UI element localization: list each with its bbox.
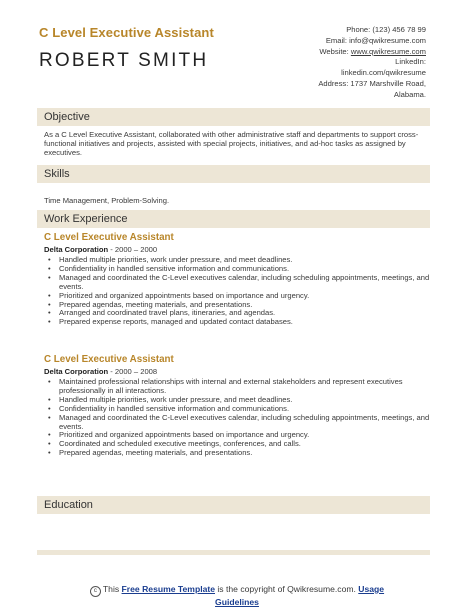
job-dates: - 2000 – 2008 <box>108 367 158 376</box>
duty-item: • Arranged and coordinated travel plans, itineraries, and agendas. <box>44 309 432 318</box>
contact-phone: Phone: (123) 456 78 99 <box>346 25 426 34</box>
section-heading-skills: Skills <box>37 165 430 183</box>
usage-guidelines-link-part2[interactable]: Guidelines <box>215 597 259 607</box>
duty-item: • Prepared agendas, meeting materials, and presentations. <box>44 449 432 458</box>
contact-email: Email: info@qwikresume.com <box>325 35 426 45</box>
section-heading-objective: Objective <box>37 108 430 126</box>
job-entry-company <box>44 367 432 377</box>
website-link[interactable]: www.qwikresume.com <box>350 46 426 56</box>
section-heading-experience: Work Experience <box>37 210 430 228</box>
candidate-name: ROBERT SMITH <box>39 50 209 71</box>
footer-prefix: This <box>102 584 122 594</box>
copyright-icon: c <box>90 586 101 597</box>
footer-middle-text: is the copyright of Qwikresume.com. <box>215 584 359 594</box>
duty-item: • Prepared agendas, meeting materials, and presentations. <box>44 301 432 310</box>
job-entry <box>44 354 432 458</box>
duty-item: • Coordinated and scheduled executive meetings, conferences, and calls. <box>44 440 432 449</box>
free-resume-template-link[interactable]: Free Resume Template <box>121 584 215 594</box>
duty-item: • Prioritized and organized appointments based on importance and urgency. <box>44 431 432 440</box>
duty-item: • Managed and coordinated the C-Level executives calendar, including scheduling appointments, meetings, and events. <box>44 414 432 432</box>
job-entry-company <box>44 245 432 255</box>
contact-address-line1: Address: 1737 Marshville Road, <box>318 78 426 88</box>
duty-item: • Prioritized and organized appointments based on importance and urgency. <box>44 292 432 301</box>
duty-item: • Handled multiple priorities, work under pressure, and meet deadlines. <box>44 396 432 405</box>
contact-block <box>318 25 426 101</box>
duty-item: • Managed and coordinated the C-Level executives calendar, including scheduling appointments, meetings, and events. <box>44 274 432 292</box>
objective-text: As a C Level Executive Assistant, collaborated with other administrative staff and departments to support cross-functional initiatives and projects, assisted with special projects, initiatives, and ad-hoc tasks as assigned by executives. <box>44 130 419 158</box>
duty-item: • Handled multiple priorities, work under pressure, and meet deadlines. <box>44 256 432 265</box>
contact-website <box>318 47 426 58</box>
contact-address-line2: Alabama. <box>393 89 426 99</box>
duty-item: • Prepared expense reports, managed and updated contact databases. <box>44 318 432 327</box>
website-label: Website: <box>319 46 351 56</box>
company-name: Delta Corporation <box>44 367 109 376</box>
contact-linkedin-url: linkedin.com/qwikresume <box>341 68 426 78</box>
job-entry-title: C Level Executive Assistant <box>44 232 174 243</box>
usage-guidelines-link-part1[interactable]: Usage <box>358 584 385 594</box>
contact-linkedin-label: LinkedIn: <box>395 57 426 67</box>
job-entry-title: C Level Executive Assistant <box>44 354 174 365</box>
skills-text: Time Management, Problem-Solving. <box>44 196 170 205</box>
job-title: C Level Executive Assistant <box>39 25 214 40</box>
job-dates: - 2000 – 2000 <box>108 245 158 254</box>
duties-list <box>44 256 432 327</box>
duty-item: • Confidentiality in handled sensitive information and communications. <box>44 265 432 274</box>
footer <box>0 584 474 608</box>
job-entry <box>44 232 432 327</box>
duties-list <box>44 378 432 458</box>
resume-header <box>39 26 214 71</box>
section-heading-education: Education <box>37 496 430 514</box>
duty-item: • Confidentiality in handled sensitive information and communications. <box>44 405 432 414</box>
education-bottom-bar <box>37 550 430 555</box>
duty-item: • Maintained professional relationships with internal and external stakeholders and represent executives professionally in all interactions. <box>44 378 432 396</box>
company-name: Delta Corporation <box>44 245 109 254</box>
